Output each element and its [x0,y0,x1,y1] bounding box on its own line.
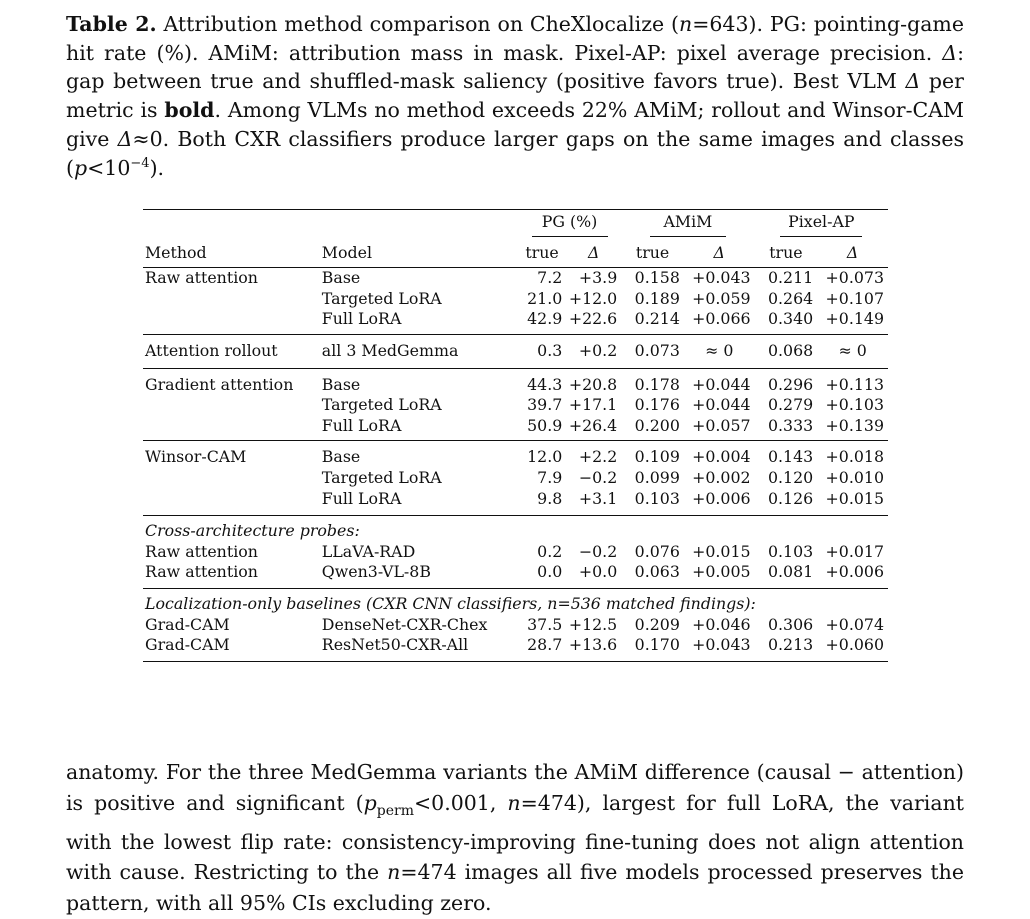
pg-delta-cell: +3.9 [578,268,618,288]
group-header-amim: AMiM [621,210,754,237]
amim-true-cell: 0.063 [634,562,680,582]
caption-text: ≈0. Both CXR classifiers produce larger gaps on the same images and classes ( [66,126,964,180]
model-cell: Base [321,268,361,288]
pg-delta-cell: +17.1 [568,395,618,415]
caption-n-symbol: n [679,12,693,36]
caption-text: Attribution method comparison on CheXlocalize ( [156,12,679,36]
pg-true-cell: 28.7 [518,635,566,661]
amim-true-cell: 0.158 [634,268,680,288]
ap-true-cell: 0.126 [767,488,814,508]
pg-delta-cell: +0.2 [566,334,621,368]
ap-delta-cell: +0.074 [825,614,884,634]
col-header-amim-delta: Δ [684,237,755,268]
col-header-amim-true: true [621,237,684,268]
amim-true-cell: 0.214 [634,309,680,329]
ap-true-cell: 0.340 [767,309,814,329]
pg-delta-cell: +20.8 [566,368,621,395]
amim-delta-cell: +0.046 [692,614,751,634]
ap-delta-cell: +0.113 [817,368,888,395]
table-row [143,334,888,368]
pg-true-cell: 0.2 [537,541,563,561]
table-row [143,268,888,289]
section-heading-cross-arch: Cross-architecture probes: [143,516,888,542]
col-header-model: Model [320,237,518,268]
col-header-pg-delta: Δ [566,237,621,268]
amim-delta-cell: +0.015 [692,541,751,561]
model-cell: DenseNet-CXR-Chex [321,614,488,634]
body-text-segment: <0.001, [413,790,508,815]
table-row [143,635,888,661]
amim-true-cell: 0.178 [621,368,684,395]
ap-delta-cell: +0.018 [817,441,888,468]
method-cell: Raw attention [145,541,258,561]
col-header-ap-delta: Δ [817,237,888,268]
model-cell: LLaVA-RAD [321,541,416,561]
pg-delta-cell: +12.5 [568,614,618,634]
section-heading-row [143,588,888,614]
pg-true-cell: 12.0 [518,441,566,468]
ap-delta-cell: +0.107 [825,288,884,308]
column-header-row [143,237,888,268]
results-table [143,209,888,662]
model-cell: Full LoRA [321,488,402,508]
pg-delta-cell: −0.2 [578,541,618,561]
pg-delta-cell: −0.2 [578,467,618,487]
ap-delta-cell: +0.103 [825,395,884,415]
amim-delta-cell: +0.044 [692,395,751,415]
amim-delta-cell: +0.057 [692,415,751,435]
table-row [143,489,888,516]
ap-delta-cell: +0.139 [825,415,884,435]
body-text-segment: =474 images all five models processed preserves the pattern, with all 95% CIs excluding zero. [66,860,964,916]
table-row [143,309,888,334]
table-row [143,615,888,636]
amim-true-cell: 0.200 [634,415,680,435]
caption-text: . Among VLMs no method exceeds 22% AMiM; rollout and Winsor-CAM give [66,98,965,151]
table-row [143,368,888,395]
ap-true-cell: 0.213 [755,635,818,661]
pg-true-cell: 9.8 [537,488,563,508]
amim-delta-cell: +0.005 [692,562,751,582]
ap-delta-cell: +0.060 [817,635,888,661]
body-text-segment: =474), largest for full LoRA, the variant with the lowest flip rate: consistency-improving fine-tuning does not align attention with cause. Restricting to the [66,790,965,885]
ap-delta-cell: +0.010 [825,467,884,487]
method-cell: Raw attention [145,268,258,288]
amim-delta-cell: +0.006 [692,488,751,508]
amim-true-cell: 0.176 [634,395,680,415]
pg-true-cell: 7.9 [537,467,563,487]
section-heading-row [143,516,888,542]
ap-true-cell: 0.081 [767,562,814,582]
ap-true-cell: 0.333 [767,415,814,435]
amim-delta-cell: +0.002 [692,467,751,487]
model-cell: all 3 MedGemma [320,334,518,368]
caption-text: per metric is [66,69,964,123]
pg-delta-cell-best: +26.4 [568,415,618,435]
ap-true-cell: 0.279 [767,395,814,415]
model-cell: Targeted LoRA [321,467,442,487]
caption-text: : gap between true and shuffled-mask saliency (positive favors true). Best VLM [66,40,964,94]
amim-delta-cell: +0.043 [684,635,755,661]
pg-delta-cell: +13.6 [566,635,621,661]
caption-bold-word: bold [164,98,215,123]
group-header-pixel-ap: Pixel-AP [755,210,888,237]
amim-delta-cell-best: +0.066 [692,309,751,329]
table-row [143,468,888,489]
caption-p-symbol: p [74,155,88,180]
pg-delta-cell: +3.1 [578,488,618,508]
pg-true-cell: 44.3 [518,368,566,395]
model-cell: Targeted LoRA [321,288,442,308]
method-cell: Attention rollout [143,334,320,368]
ap-delta-cell: +0.015 [825,488,884,508]
table-row [143,441,888,468]
table-row [143,542,888,563]
body-p-subscript: perm [376,802,414,819]
pg-true-cell: 0.0 [537,562,563,582]
caption-text: ). [149,155,165,180]
ap-delta-cell: +0.073 [825,268,884,288]
amim-true-cell: 0.209 [634,614,680,634]
amim-true-cell: 0.073 [621,334,684,368]
method-cell: Raw attention [145,562,258,582]
model-cell: Qwen3-VL-8B [321,562,431,582]
caption-delta-symbol: Δ [905,69,921,94]
model-cell: ResNet50-CXR-All [320,635,518,661]
caption-text: =643). PG: pointing-game hit rate (%). AMiM: attribution mass in mask. Pixel-AP: pixel average precision. [66,12,964,65]
pg-true-cell: 42.9 [527,309,563,329]
ap-delta-cell-best: +0.149 [825,309,884,329]
group-header-pg: PG (%) [518,210,621,237]
method-cell: Grad-CAM [145,614,230,634]
group-header-row [143,210,888,237]
amim-true-cell: 0.099 [634,467,680,487]
ap-true-cell: 0.120 [767,467,814,487]
ap-delta-cell: +0.017 [825,541,884,561]
pg-true-cell: 37.5 [527,614,563,634]
body-n-symbol: n [507,790,521,815]
pg-delta-cell: +22.6 [568,309,618,329]
model-cell: Full LoRA [321,415,402,435]
amim-true-cell: 0.170 [621,635,684,661]
model-cell: Targeted LoRA [321,395,442,415]
model-cell: Base [320,441,518,468]
body-n-symbol: n [387,860,401,885]
ap-true-cell: 0.143 [755,441,818,468]
caption-label: Table 2. [66,12,157,36]
pg-delta-cell: +2.2 [566,441,621,468]
section-heading-baselines: Localization-only baselines (CXR CNN classifiers, n=536 matched findings): [143,588,888,614]
col-header-method: Method [143,237,320,268]
amim-delta-cell: +0.043 [692,268,751,288]
amim-delta-cell: +0.059 [692,288,751,308]
body-text-segment: anatomy. For the three MedGemma variants the AMiM difference (causal − attention) is positive and significant ( [66,760,964,815]
amim-delta-cell: +0.004 [684,441,755,468]
method-cell: Grad-CAM [143,635,320,661]
body-paragraph [66,757,964,919]
table-row [143,416,888,441]
method-cell: Winsor-CAM [143,441,320,468]
ap-true-cell: 0.296 [755,368,818,395]
body-p-symbol: p [363,790,377,815]
ap-true-cell: 0.306 [767,614,814,634]
amim-delta-cell: +0.044 [684,368,755,395]
table-row [143,289,888,310]
ap-delta-cell: ≈ 0 [817,334,888,368]
method-cell: Gradient attention [143,368,320,395]
model-cell: Base [320,368,518,395]
table-row [143,395,888,416]
pg-true-cell: 7.2 [537,268,563,288]
col-header-ap-true: true [755,237,818,268]
pg-true-cell: 50.9 [527,415,563,435]
ap-true-cell: 0.068 [755,334,818,368]
pg-delta-cell: +12.0 [568,288,618,308]
amim-true-cell: 0.109 [621,441,684,468]
ap-delta-cell: +0.006 [825,562,884,582]
table-row [143,562,888,588]
amim-true-cell: 0.189 [634,288,680,308]
ap-true-cell: 0.264 [767,288,814,308]
caption-exponent: −4 [130,155,150,171]
amim-true-cell: 0.076 [634,541,680,561]
pg-delta-cell: +0.0 [578,562,618,582]
table-caption [66,10,964,182]
pg-true-cell: 21.0 [527,288,563,308]
caption-text: <10 [87,155,131,180]
ap-true-cell: 0.211 [767,268,814,288]
col-header-pg-true: true [518,237,566,268]
amim-delta-cell: ≈ 0 [684,334,755,368]
amim-true-cell: 0.103 [634,488,680,508]
model-cell: Full LoRA [321,309,402,329]
pg-true-cell: 39.7 [527,395,563,415]
caption-delta-symbol: Δ [117,126,133,151]
results-table-wrapper [143,209,888,662]
caption-delta-symbol: Δ [942,40,958,65]
pg-true-cell: 0.3 [518,334,566,368]
ap-true-cell: 0.103 [767,541,814,561]
